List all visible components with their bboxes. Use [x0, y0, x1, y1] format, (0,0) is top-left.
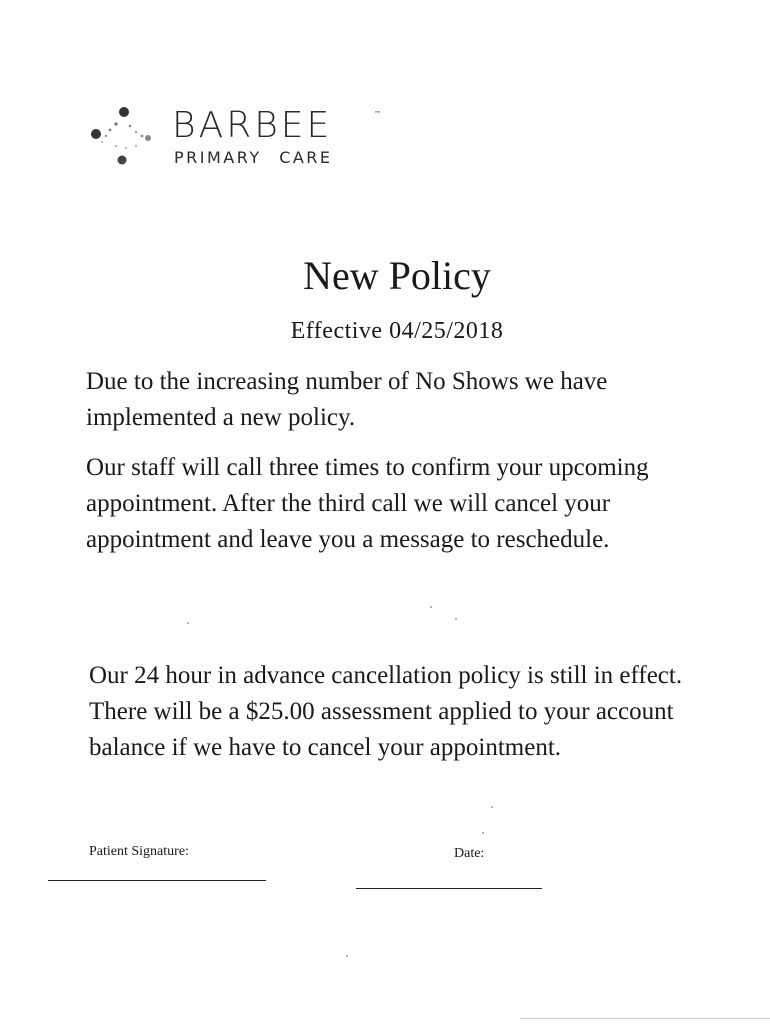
logo-dots-icon [86, 102, 166, 182]
date-line[interactable] [356, 888, 542, 889]
patient-signature-label: Patient Signature: [89, 844, 189, 859]
policy-paragraph: Our 24 hour in advance cancellation policy is still in effect. There will be a $25.00 assessment applied to your account balance if we have to cancel your appointment. [89, 662, 683, 761]
scan-speck [346, 955, 348, 957]
logo-trademark: ™ [374, 110, 381, 118]
effective-date: Effective 04/25/2018 [290, 318, 504, 344]
date-label: Date: [454, 846, 485, 861]
scan-speck [491, 806, 493, 808]
scan-speck [430, 606, 432, 608]
policy-paragraph: Due to the increasing number of No Shows we have implemented a new policy. [86, 368, 608, 431]
policy-paragraph: Our staff will call three times to confirm your upcoming appointment. After the third call we will cancel your appointment and leave you a message to reschedule. [86, 454, 649, 553]
scan-speck [482, 832, 484, 834]
page-edge-divider [520, 1018, 770, 1019]
patient-signature-line[interactable] [48, 880, 266, 881]
page-title: New Policy [303, 253, 491, 298]
logo-name: BARBEE [172, 105, 333, 146]
logo-subtitle: PRIMARY CARE [174, 148, 333, 167]
scan-speck [455, 618, 457, 620]
barbee-logo [86, 102, 386, 182]
scan-speck [187, 622, 189, 624]
